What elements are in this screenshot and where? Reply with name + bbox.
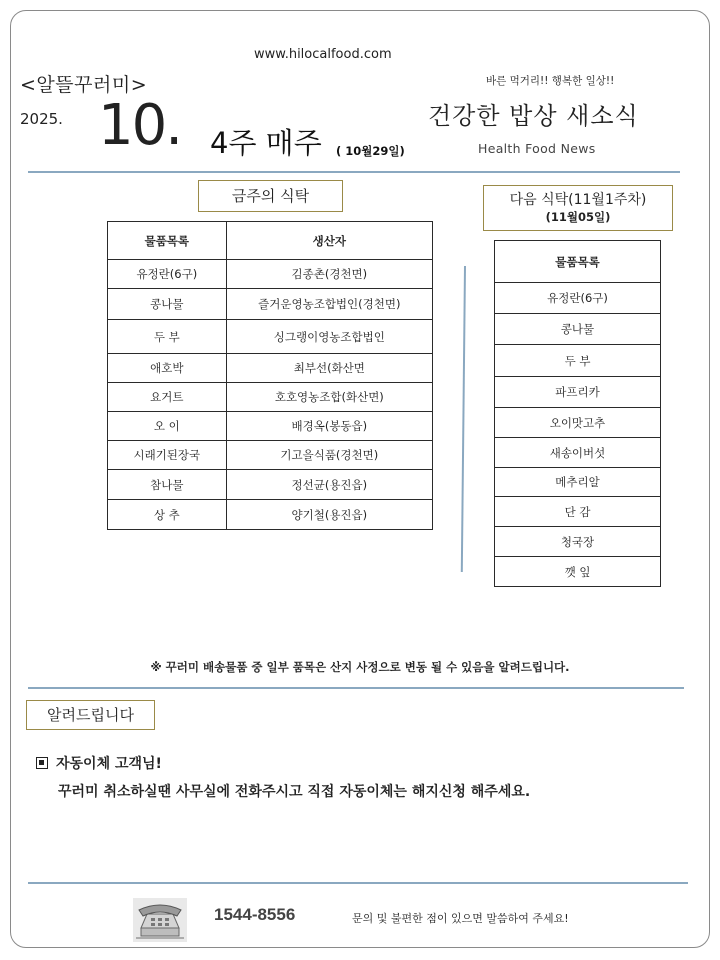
header-divider	[28, 171, 680, 173]
site-url[interactable]: www.hilocalfood.com	[254, 47, 392, 62]
table-row	[495, 377, 661, 408]
item-cell: 요거트	[108, 383, 227, 412]
newsletter-subline: Health Food News	[478, 141, 596, 156]
item-cell: 참나물	[108, 470, 227, 500]
producer-cell: 양기철(용진읍)	[226, 500, 432, 530]
table-header-row	[495, 241, 661, 283]
item-cell: 두 부	[108, 320, 227, 354]
table-row	[108, 354, 433, 383]
issue-year: 2025.	[20, 110, 63, 128]
table-row	[108, 500, 433, 530]
substitution-notice: ※ 꾸러미 배송물품 중 일부 품목은 산지 사정으로 변동 될 수 있음을 알려드립니다.	[150, 660, 570, 674]
table-row	[495, 497, 661, 527]
announcement-title	[36, 753, 162, 773]
column-header-producer: 생산자	[226, 222, 432, 260]
item-cell: 유정란(6구)	[495, 283, 661, 314]
table-row	[108, 260, 433, 289]
telephone-icon	[133, 898, 187, 942]
producer-cell: 기고을식품(경천면)	[226, 441, 432, 470]
table-row	[495, 468, 661, 497]
square-bullet-icon	[36, 757, 48, 769]
item-cell: 두 부	[495, 345, 661, 377]
table-row	[108, 441, 433, 470]
table-row	[108, 470, 433, 500]
next-week-table	[494, 240, 661, 587]
item-cell: 유정란(6구)	[108, 260, 227, 289]
table-row	[495, 527, 661, 557]
item-cell: 단 감	[495, 497, 661, 527]
item-cell: 애호박	[108, 354, 227, 383]
item-cell: 오이맛고추	[495, 408, 661, 438]
table-row	[495, 557, 661, 587]
item-cell: 시래기된장국	[108, 441, 227, 470]
item-cell: 새송이버섯	[495, 438, 661, 468]
table-row	[108, 320, 433, 354]
table-row	[495, 283, 661, 314]
item-cell: 콩나물	[108, 289, 227, 320]
table-row	[108, 289, 433, 320]
table-row	[108, 383, 433, 412]
producer-cell: 김종촌(경천면)	[226, 260, 432, 289]
footer-divider	[28, 882, 688, 884]
table-row	[495, 408, 661, 438]
item-cell: 깻 잎	[495, 557, 661, 587]
producer-cell: 즐거운영농조합법인(경천면)	[226, 289, 432, 320]
slogan: 바른 먹거리!! 행복한 일상!!	[486, 75, 615, 87]
next-week-label	[483, 185, 673, 231]
brand-name: <알뜰꾸러미>	[20, 74, 148, 96]
contact-note: 문의 및 불편한 점이 있으면 말씀하여 주세요!	[352, 912, 569, 925]
issue-month: 10.	[98, 93, 182, 158]
announcement-body: 꾸러미 취소하실땐 사무실에 전화주시고 직접 자동이체는 해지신청 해주세요.	[58, 784, 531, 800]
table-row	[495, 438, 661, 468]
item-cell: 파프리카	[495, 377, 661, 408]
column-header-items: 물품목록	[495, 241, 661, 283]
column-header-items: 물품목록	[108, 222, 227, 260]
table-row	[495, 314, 661, 345]
this-week-label: 금주의 식탁	[198, 180, 343, 212]
producer-cell: 정선균(용진읍)	[226, 470, 432, 500]
announcement-title-text: 자동이체 고객님!	[56, 756, 162, 772]
table-header-row	[108, 222, 433, 260]
section-divider	[28, 687, 684, 689]
item-cell: 콩나물	[495, 314, 661, 345]
producer-cell: 배경옥(봉동읍)	[226, 412, 432, 441]
table-row	[495, 345, 661, 377]
producer-cell: 호호영농조합(화산면)	[226, 383, 432, 412]
item-cell: 오 이	[108, 412, 227, 441]
this-week-table	[107, 221, 433, 530]
table-row	[108, 412, 433, 441]
item-cell: 청국장	[495, 527, 661, 557]
producer-cell: 최부선(화산면	[226, 354, 432, 383]
announcement-label: 알려드립니다	[26, 700, 155, 730]
phone-number[interactable]: 1544-8556	[214, 905, 296, 924]
next-week-title: 다음 식탁(11월1주차)	[509, 192, 647, 208]
item-cell: 상 추	[108, 500, 227, 530]
issue-week-date: ( 10월29일)	[336, 144, 405, 158]
producer-cell: 싱그랭이영농조합법인	[226, 320, 432, 354]
item-cell: 메추리알	[495, 468, 661, 497]
next-week-date: (11월05일)	[545, 210, 611, 224]
newsletter-headline: 건강한 밥상 새소식	[428, 102, 639, 130]
issue-week: 4주 매주	[210, 126, 322, 160]
